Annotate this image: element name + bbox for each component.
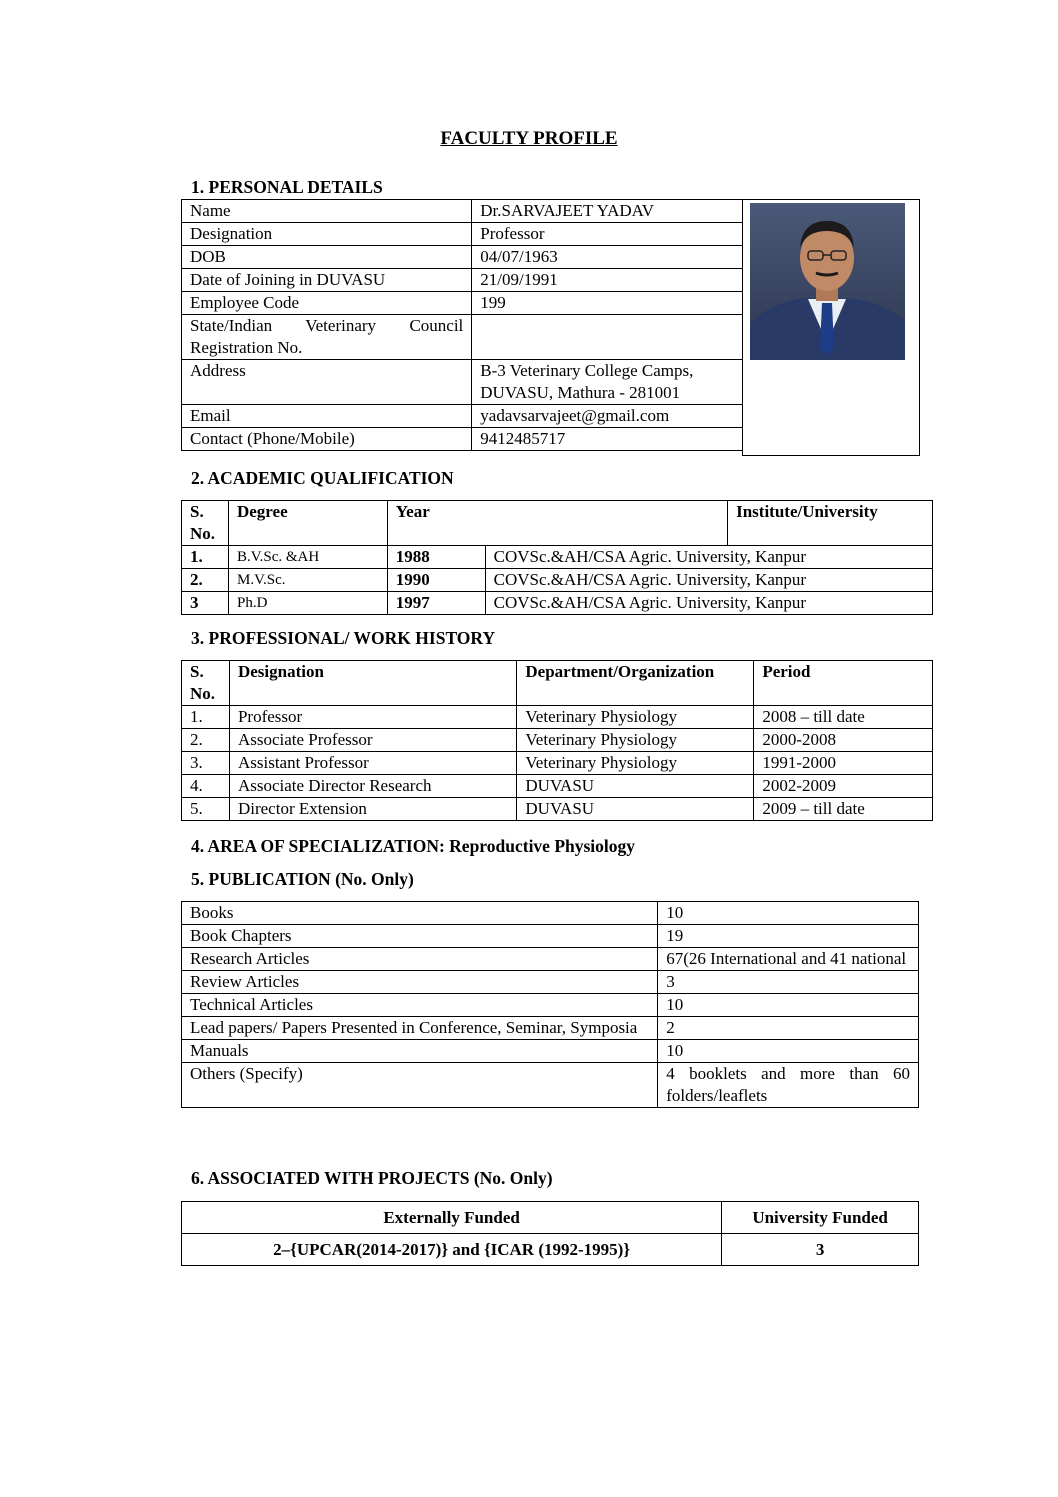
table-row: [182, 1017, 919, 1040]
pub-value: 10: [658, 994, 919, 1017]
cell-period: 2008 – till date: [754, 706, 933, 729]
table-row: [182, 1040, 919, 1063]
publication-heading: 5. PUBLICATION (No. Only): [191, 869, 414, 889]
label-date-of-joining: Date of Joining in DUVASU: [182, 269, 472, 292]
value-date-of-joining: 21/09/1991: [472, 269, 743, 292]
header-institute: Institute/University: [728, 501, 933, 546]
label-designation: Designation: [182, 223, 472, 246]
cell-institute: COVSc.&AH/CSA Agric. University, Kanpur: [485, 546, 932, 569]
table-row: [182, 246, 743, 269]
cell-degree: M.V.Sc.: [228, 569, 387, 592]
cell-designation: Assistant Professor: [229, 752, 516, 775]
header-department: Department/Organization: [517, 661, 754, 706]
profile-photo: [750, 203, 905, 360]
cell-year: 1997: [387, 592, 485, 615]
cell-department: Veterinary Physiology: [517, 706, 754, 729]
publication-table: [181, 901, 919, 1108]
page-title-text: FACULTY PROFILE: [440, 128, 618, 149]
academic-heading: 2. ACADEMIC QUALIFICATION: [191, 468, 454, 488]
table-row: [182, 292, 743, 315]
table-row: [182, 729, 933, 752]
cell-degree: B.V.Sc. &AH: [228, 546, 387, 569]
cell-designation: Associate Professor: [229, 729, 516, 752]
work-history-heading: 3. PROFESSIONAL/ WORK HISTORY: [191, 628, 496, 648]
cell-period: 2002-2009: [754, 775, 933, 798]
table-row: [182, 948, 919, 971]
value-address: B-3 Veterinary College Camps, DUVASU, Mathura - 281001: [472, 360, 743, 405]
cell-year: 1990: [387, 569, 485, 592]
page-title: [0, 128, 1058, 150]
header-period: Period: [754, 661, 933, 706]
table-row: [182, 269, 743, 292]
profile-photo-icon: [750, 203, 905, 360]
header-sno: S. No.: [182, 661, 230, 706]
table-row: [182, 360, 743, 405]
cell-period: 2009 – till date: [754, 798, 933, 821]
table-row: [182, 775, 933, 798]
label-employee-code: Employee Code: [182, 292, 472, 315]
table-row: [182, 592, 933, 615]
pub-label: Lead papers/ Papers Presented in Conference, Seminar, Symposia: [182, 1017, 658, 1040]
value-designation: Professor: [472, 223, 743, 246]
pub-value: 2: [658, 1017, 919, 1040]
pub-value: 3: [658, 971, 919, 994]
value-name: Dr.SARVAJEET YADAV: [472, 200, 743, 223]
table-row: [182, 971, 919, 994]
header-year: Year: [387, 501, 727, 546]
pub-value: 19: [658, 925, 919, 948]
label-contact: Contact (Phone/Mobile): [182, 428, 472, 451]
table-header-row: [182, 501, 933, 546]
header-degree: Degree: [228, 501, 387, 546]
cell-department: Veterinary Physiology: [517, 729, 754, 752]
table-row: [182, 902, 919, 925]
cell-sno: 1.: [182, 706, 230, 729]
cell-institute: COVSc.&AH/CSA Agric. University, Kanpur: [485, 569, 932, 592]
label-email: Email: [182, 405, 472, 428]
table-header-row: [182, 661, 933, 706]
cell-sno: 4.: [182, 775, 230, 798]
cell-designation: Director Extension: [229, 798, 516, 821]
header-university: University Funded: [722, 1202, 919, 1234]
cell-institute: COVSc.&AH/CSA Agric. University, Kanpur: [485, 592, 932, 615]
cell-department: DUVASU: [517, 798, 754, 821]
pub-label: Others (Specify): [182, 1063, 658, 1108]
header-designation: Designation: [229, 661, 516, 706]
cell-sno: 3.: [182, 752, 230, 775]
cell-department: DUVASU: [517, 775, 754, 798]
personal-details-heading: 1. PERSONAL DETAILS: [191, 177, 383, 197]
table-row: [182, 1234, 919, 1266]
cell-degree: Ph.D: [228, 592, 387, 615]
cell-external: 2–{UPCAR(2014-2017)} and {ICAR (1992-1995)}: [182, 1234, 722, 1266]
projects-table: [181, 1201, 919, 1266]
table-row: [182, 706, 933, 729]
label-address: Address: [182, 360, 472, 405]
value-contact: 9412485717: [472, 428, 743, 451]
table-row: [182, 798, 933, 821]
personal-details-table: [181, 199, 743, 451]
cell-sno: 3: [182, 592, 229, 615]
cell-designation: Associate Director Research: [229, 775, 516, 798]
pub-label: Books: [182, 902, 658, 925]
cell-sno: 5.: [182, 798, 230, 821]
pub-label: Technical Articles: [182, 994, 658, 1017]
header-external: Externally Funded: [182, 1202, 722, 1234]
cell-sno: 2.: [182, 729, 230, 752]
academic-table: [181, 500, 933, 615]
table-row: [182, 569, 933, 592]
table-row: [182, 1063, 919, 1108]
pub-label: Book Chapters: [182, 925, 658, 948]
cell-period: 1991-2000: [754, 752, 933, 775]
cell-sno: 1.: [182, 546, 229, 569]
value-registration-no: [472, 315, 743, 360]
specialization-heading: 4. AREA OF SPECIALIZATION: Reproductive Physiology: [191, 836, 636, 856]
table-row: [182, 428, 743, 451]
table-row: [182, 315, 743, 360]
pub-label: Review Articles: [182, 971, 658, 994]
table-header-row: [182, 1202, 919, 1234]
pub-value: 10: [658, 902, 919, 925]
table-row: [182, 546, 933, 569]
cell-year: 1988: [387, 546, 485, 569]
table-row: [182, 994, 919, 1017]
value-employee-code: 199: [472, 292, 743, 315]
label-registration-no: State/Indian Veterinary Council Registration No.: [182, 315, 472, 360]
table-row: [182, 200, 743, 223]
cell-sno: 2.: [182, 569, 229, 592]
table-row: [182, 925, 919, 948]
value-email: yadavsarvajeet@gmail.com: [472, 405, 743, 428]
work-history-table: [181, 660, 933, 821]
pub-label: Manuals: [182, 1040, 658, 1063]
cell-period: 2000-2008: [754, 729, 933, 752]
pub-value: 4 booklets and more than 60 folders/leaflets: [658, 1063, 919, 1108]
label-dob: DOB: [182, 246, 472, 269]
pub-value: 67(26 International and 41 national: [658, 948, 919, 971]
projects-heading: 6. ASSOCIATED WITH PROJECTS (No. Only): [191, 1168, 553, 1188]
cell-designation: Professor: [229, 706, 516, 729]
pub-label: Research Articles: [182, 948, 658, 971]
header-sno: S. No.: [182, 501, 229, 546]
value-dob: 04/07/1963: [472, 246, 743, 269]
cell-university: 3: [722, 1234, 919, 1266]
table-row: [182, 223, 743, 246]
table-row: [182, 405, 743, 428]
table-row: [182, 752, 933, 775]
cell-department: Veterinary Physiology: [517, 752, 754, 775]
label-name: Name: [182, 200, 472, 223]
pub-value: 10: [658, 1040, 919, 1063]
